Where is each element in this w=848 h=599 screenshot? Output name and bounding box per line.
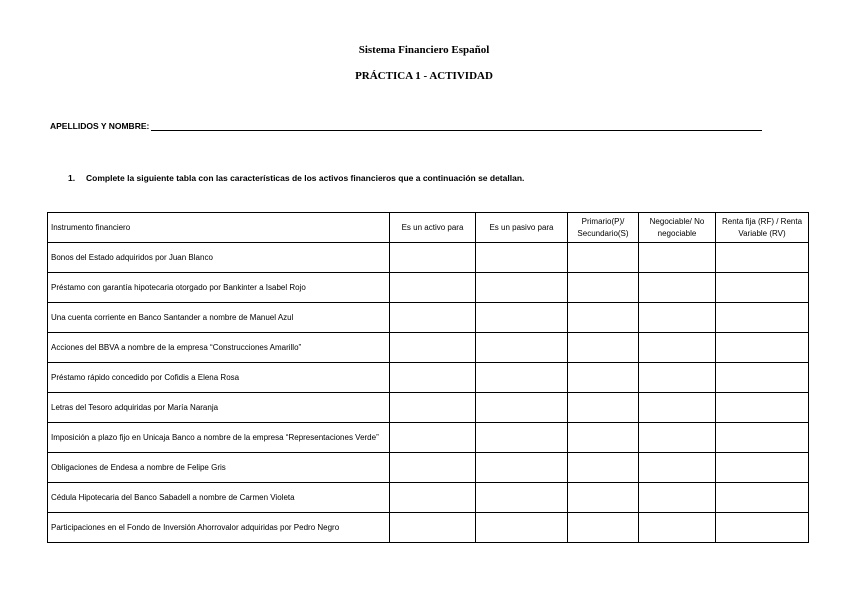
cell-pasivo[interactable] — [476, 303, 568, 333]
instrument-name: Cédula Hipotecaria del Banco Sabadell a nombre de Carmen Violeta — [48, 483, 390, 513]
header-instrumento: Instrumento financiero — [48, 213, 390, 243]
instrument-name: Participaciones en el Fondo de Inversión Ahorrovalor adquiridas por Pedro Negro — [48, 513, 390, 543]
cell-primario-secundario[interactable] — [568, 513, 639, 543]
cell-primario-secundario[interactable] — [568, 483, 639, 513]
cell-pasivo[interactable] — [476, 243, 568, 273]
cell-primario-secundario[interactable] — [568, 303, 639, 333]
header-primario-secundario: Primario(P)/ Secundario(S) — [568, 213, 639, 243]
instruction-number: 1. — [68, 173, 76, 183]
cell-negociable[interactable] — [639, 363, 716, 393]
cell-pasivo[interactable] — [476, 483, 568, 513]
cell-renta[interactable] — [716, 513, 809, 543]
cell-renta[interactable] — [716, 273, 809, 303]
cell-renta[interactable] — [716, 333, 809, 363]
cell-activo[interactable] — [390, 303, 476, 333]
cell-primario-secundario[interactable] — [568, 273, 639, 303]
instrument-name: Préstamo con garantía hipotecaria otorgado por Bankinter a Isabel Rojo — [48, 273, 390, 303]
cell-primario-secundario[interactable] — [568, 363, 639, 393]
instrument-name: Una cuenta corriente en Banco Santander a nombre de Manuel Azul — [48, 303, 390, 333]
cell-negociable[interactable] — [639, 393, 716, 423]
header-negociable: Negociable/ No negociable — [639, 213, 716, 243]
cell-pasivo[interactable] — [476, 513, 568, 543]
cell-activo[interactable] — [390, 513, 476, 543]
cell-activo[interactable] — [390, 483, 476, 513]
header-renta: Renta fija (RF) / Renta Variable (RV) — [716, 213, 809, 243]
table-row — [48, 513, 809, 543]
cell-primario-secundario[interactable] — [568, 423, 639, 453]
name-field-underline[interactable] — [151, 120, 762, 131]
financial-assets-table — [47, 212, 809, 543]
cell-primario-secundario[interactable] — [568, 333, 639, 363]
cell-activo[interactable] — [390, 363, 476, 393]
cell-renta[interactable] — [716, 423, 809, 453]
table-row — [48, 453, 809, 483]
cell-primario-secundario[interactable] — [568, 243, 639, 273]
cell-activo[interactable] — [390, 453, 476, 483]
cell-renta[interactable] — [716, 393, 809, 423]
instrument-name: Bonos del Estado adquiridos por Juan Blanco — [48, 243, 390, 273]
cell-activo[interactable] — [390, 333, 476, 363]
cell-activo[interactable] — [390, 393, 476, 423]
table-row — [48, 423, 809, 453]
instruction — [68, 173, 524, 183]
instruction-text: Complete la siguiente tabla con las características de los activos financieros que a continuación se detallan. — [86, 173, 525, 183]
document-title: Sistema Financiero Español — [358, 44, 490, 56]
table-row — [48, 363, 809, 393]
instrument-name: Acciones del BBVA a nombre de la empresa “Construcciones Amarillo” — [48, 333, 390, 363]
cell-activo[interactable] — [390, 243, 476, 273]
cell-pasivo[interactable] — [476, 333, 568, 363]
name-field-label: APELLIDOS Y NOMBRE: — [50, 121, 150, 131]
cell-activo[interactable] — [390, 273, 476, 303]
cell-pasivo[interactable] — [476, 423, 568, 453]
name-field-line — [50, 120, 762, 131]
table-header-row — [48, 213, 809, 243]
cell-primario-secundario[interactable] — [568, 453, 639, 483]
cell-pasivo[interactable] — [476, 453, 568, 483]
header-activo: Es un activo para — [390, 213, 476, 243]
table-row — [48, 483, 809, 513]
table-row — [48, 333, 809, 363]
instrument-name: Letras del Tesoro adquiridas por María Naranja — [48, 393, 390, 423]
header-pasivo: Es un pasivo para — [476, 213, 568, 243]
table-row — [48, 393, 809, 423]
cell-activo[interactable] — [390, 423, 476, 453]
table-row — [48, 303, 809, 333]
table-row — [48, 273, 809, 303]
cell-negociable[interactable] — [639, 333, 716, 363]
cell-pasivo[interactable] — [476, 273, 568, 303]
cell-negociable[interactable] — [639, 273, 716, 303]
cell-renta[interactable] — [716, 483, 809, 513]
instrument-name: Préstamo rápido concedido por Cofidis a Elena Rosa — [48, 363, 390, 393]
instrument-name: Obligaciones de Endesa a nombre de Felipe Gris — [48, 453, 390, 483]
cell-negociable[interactable] — [639, 513, 716, 543]
cell-negociable[interactable] — [639, 423, 716, 453]
table-row — [48, 243, 809, 273]
instrument-name: Imposición a plazo fijo en Unicaja Banco a nombre de la empresa “Representaciones Verde” — [48, 423, 390, 453]
cell-renta[interactable] — [716, 453, 809, 483]
cell-pasivo[interactable] — [476, 363, 568, 393]
cell-negociable[interactable] — [639, 483, 716, 513]
cell-pasivo[interactable] — [476, 393, 568, 423]
cell-primario-secundario[interactable] — [568, 393, 639, 423]
cell-renta[interactable] — [716, 303, 809, 333]
document-subtitle: PRÁCTICA 1 - ACTIVIDAD — [355, 70, 493, 82]
cell-renta[interactable] — [716, 243, 809, 273]
cell-negociable[interactable] — [639, 243, 716, 273]
cell-negociable[interactable] — [639, 453, 716, 483]
cell-negociable[interactable] — [639, 303, 716, 333]
cell-renta[interactable] — [716, 363, 809, 393]
